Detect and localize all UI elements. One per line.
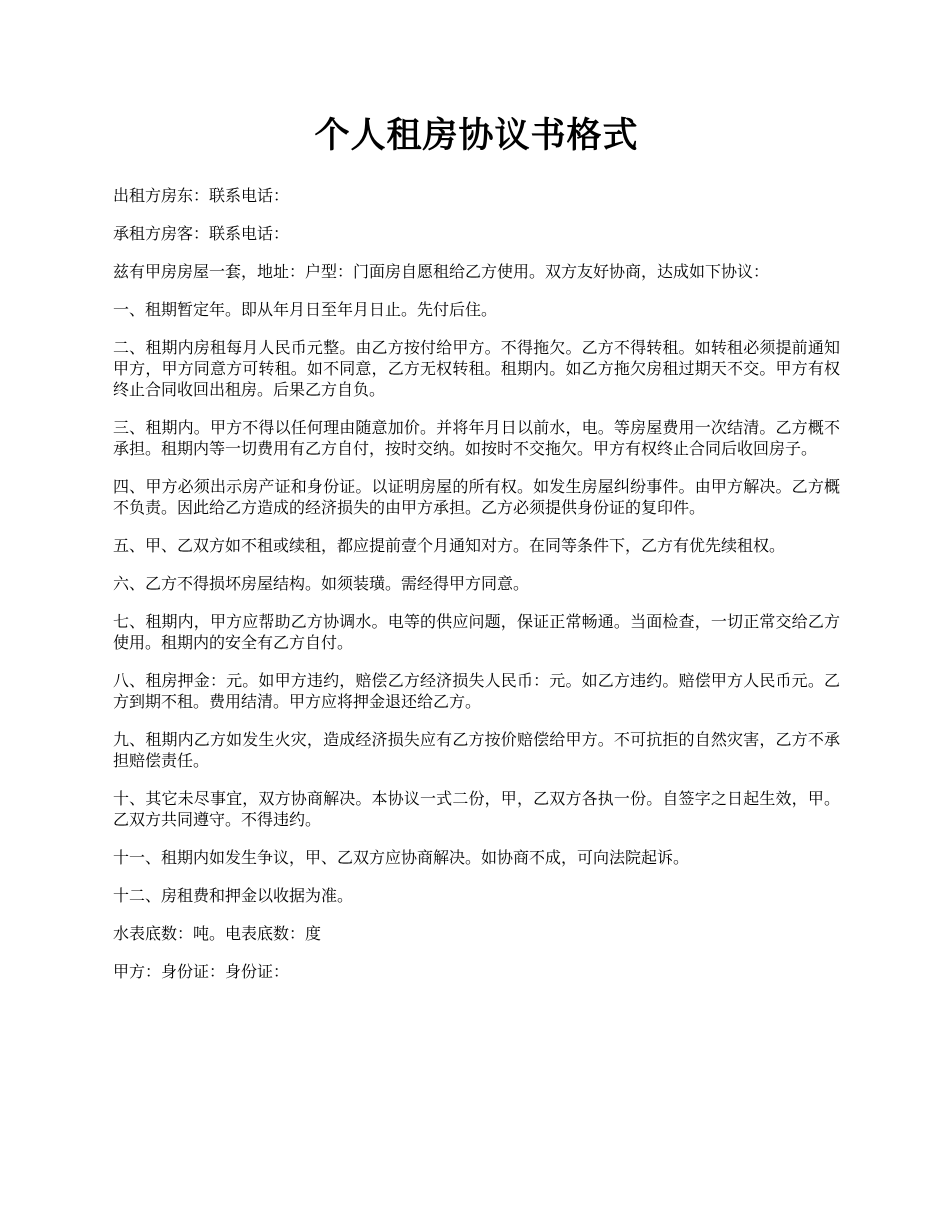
clause-7: 七、租期内，甲方应帮助乙方协调水。电等的供应问题，保证正常畅通。当面检查，一切正常交给乙方使用。租期内的安全有乙方自付。 [113, 612, 840, 652]
intro-paragraph: 兹有甲房房屋一套，地址：户型：门面房自愿租给乙方使用。双方友好协商，达成如下协议： [113, 262, 770, 281]
clause-10: 十、其它未尽事宜，双方协商解决。本协议一式二份，甲，乙双方各执一份。自签字之日起生效，甲。乙双方共同遵守。不得违约。 [113, 789, 840, 829]
clause-1: 一、租期暂定年。即从年月日至年月日止。先付后住。 [113, 300, 498, 319]
clause-8: 八、租房押金：元。如甲方违约，赔偿乙方经济损失人民币：元。如乙方违约。赔偿甲方人民币元。乙方到期不租。费用结清。甲方应将押金退还给乙方。 [113, 671, 840, 711]
signature-line: 甲方：身份证：身份证： [113, 962, 290, 981]
clause-9: 九、租期内乙方如发生火灾，造成经济损失应有乙方按价赔偿给甲方。不可抗拒的自然灾害，乙方不承担赔偿责任。 [113, 730, 840, 770]
clause-2: 二、租期内房租每月人民币元整。由乙方按付给甲方。不得拖欠。乙方不得转租。如转租必须提前通知甲方，甲方同意方可转租。如不同意，乙方无权转租。租期内。如乙方拖欠房租过期天不交。甲方有权终止合同收回出租房。后果乙方自负。 [113, 338, 840, 399]
clause-5: 五、甲、乙双方如不租或续租，都应提前壹个月通知对方。在同等条件下，乙方有优先续租权。 [113, 536, 786, 555]
meter-readings: 水表底数：吨。电表底数：度 [113, 924, 322, 943]
clause-3: 三、租期内。甲方不得以任何理由随意加价。并将年月日以前水，电。等房屋费用一次结清。乙方概不承担。租期内等一切费用有乙方自付，按时交纳。如按时不交拖欠。甲方有权终止合同后收回房子。 [113, 418, 840, 458]
tenant-line: 承租方房客：联系电话： [113, 224, 290, 243]
landlord-line: 出租方房东：联系电话： [113, 186, 290, 205]
clause-11: 十一、租期内如发生争议，甲、乙双方应协商解决。如协商不成，可向法院起诉。 [113, 848, 690, 867]
clause-12: 十二、房租费和押金以收据为准。 [113, 886, 354, 905]
clause-4: 四、甲方必须出示房产证和身份证。以证明房屋的所有权。如发生房屋纠纷事件。由甲方解决。乙方概不负责。因此给乙方造成的经济损失的由甲方承担。乙方必须提供身份证的复印件。 [113, 477, 840, 517]
document-title: 个人租房协议书格式 [314, 115, 639, 156]
clause-6: 六、乙方不得损坏房屋结构。如须装璜。需经得甲方同意。 [113, 574, 530, 593]
